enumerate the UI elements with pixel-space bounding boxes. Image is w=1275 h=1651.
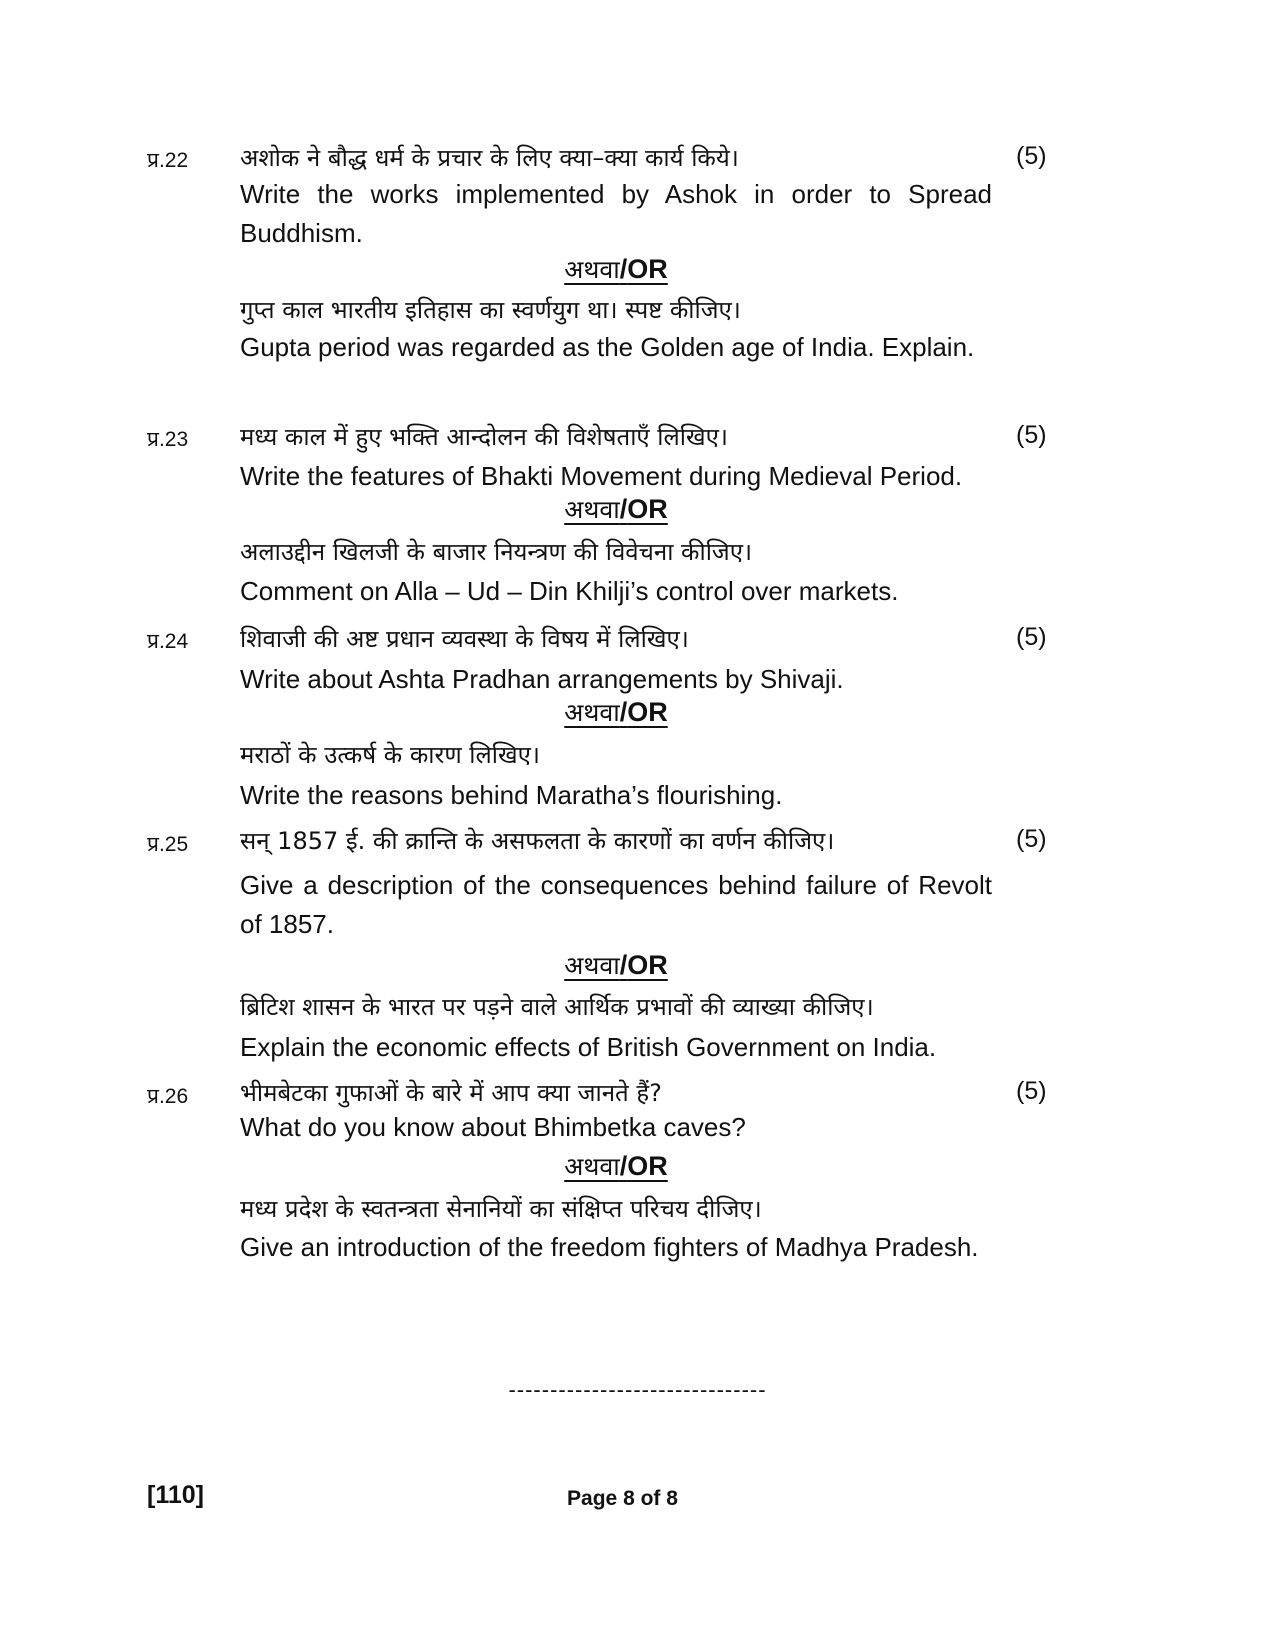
alternative-hindi-text: अलाउद्दीन खिलजी के बाजार नियन्त्रण की विवेचना कीजिए। [240,538,753,566]
or-divider: अथवा/OR [564,950,668,980]
alternative-hindi-text: मराठों के उत्कर्ष के कारण लिखिए। [240,741,541,769]
question-hindi-text: मध्य काल में हुए भक्ति आन्दोलन की विशेषताएँ लिखिए। [240,423,729,451]
alternative-english-text: Comment on Alla – Ud – Din Khilji’s control over markets. [240,576,899,606]
alternative-english-text: Gupta period was regarded as the Golden age of India. Explain. [240,332,975,362]
alternative-hindi-text: मध्य प्रदेश के स्वतन्त्रता सेनानियों का संक्षिप्त परिचय दीजिए। [240,1195,762,1223]
question-number: प्र.26 [147,1085,189,1108]
or-divider: अथवा/OR [564,1151,668,1181]
question-hindi-text: सन् 1857 ई. की क्रान्ति के असफलता के कारणों का वर्णन कीजिए। [240,827,835,855]
question-marks: (5) [1016,421,1047,449]
alternative-english-text: Write the reasons behind Maratha’s flourishing. [240,780,783,810]
or-divider: अथवा/OR [564,697,668,727]
alternative-hindi-text: गुप्त काल भारतीय इतिहास का स्वर्णयुग था। स्पष्ट कीजिए। [240,296,741,324]
alternative-hindi-text: ब्रिटिश शासन के भारत पर पड़ने वाले आर्थिक प्रभावों की व्याख्या कीजिए। [240,993,874,1021]
paper-code: [110] [147,1481,204,1509]
alternative-english-text: Give an introduction of the freedom fighters of Madhya Pradesh. [240,1232,979,1262]
question-marks: (5) [1016,825,1047,853]
question-number: प्र.25 [147,833,189,856]
page-number: Page 8 of 8 [567,1487,678,1510]
question-hindi-text: भीमबेटका गुफाओं के बारे में आप क्या जानते हैं? [240,1079,662,1107]
alternative-english-text: Explain the economic effects of British Government on India. [240,1032,937,1062]
question-marks: (5) [1016,142,1047,170]
question-marks: (5) [1016,623,1047,651]
question-number: प्र.23 [147,428,189,451]
or-divider: अथवा/OR [564,494,668,524]
question-marks: (5) [1016,1077,1047,1105]
question-number: प्र.24 [147,630,189,653]
or-divider: अथवा/OR [564,254,668,284]
question-english-text: Write the features of Bhakti Movement during Medieval Period. [240,461,963,491]
question-hindi-text: अशोक ने बौद्ध धर्म के प्रचार के लिए क्या–क्या कार्य किये। [240,144,739,172]
question-number: प्र.22 [147,149,189,172]
question-english-text: Write the works implemented by Ashok in order to Spread Buddhism. [240,179,992,248]
question-english-text: Write about Ashta Pradhan arrangements by Shivaji. [240,664,844,694]
end-of-paper-line: ------------------------------- [508,1377,767,1402]
question-english-text: Give a description of the consequences behind failure of Revolt of 1857. [240,870,992,939]
question-english-text: What do you know about Bhimbetka caves? [240,1112,746,1142]
question-hindi-text: शिवाजी की अष्ट प्रधान व्यवस्था के विषय में लिखिए। [240,625,689,653]
